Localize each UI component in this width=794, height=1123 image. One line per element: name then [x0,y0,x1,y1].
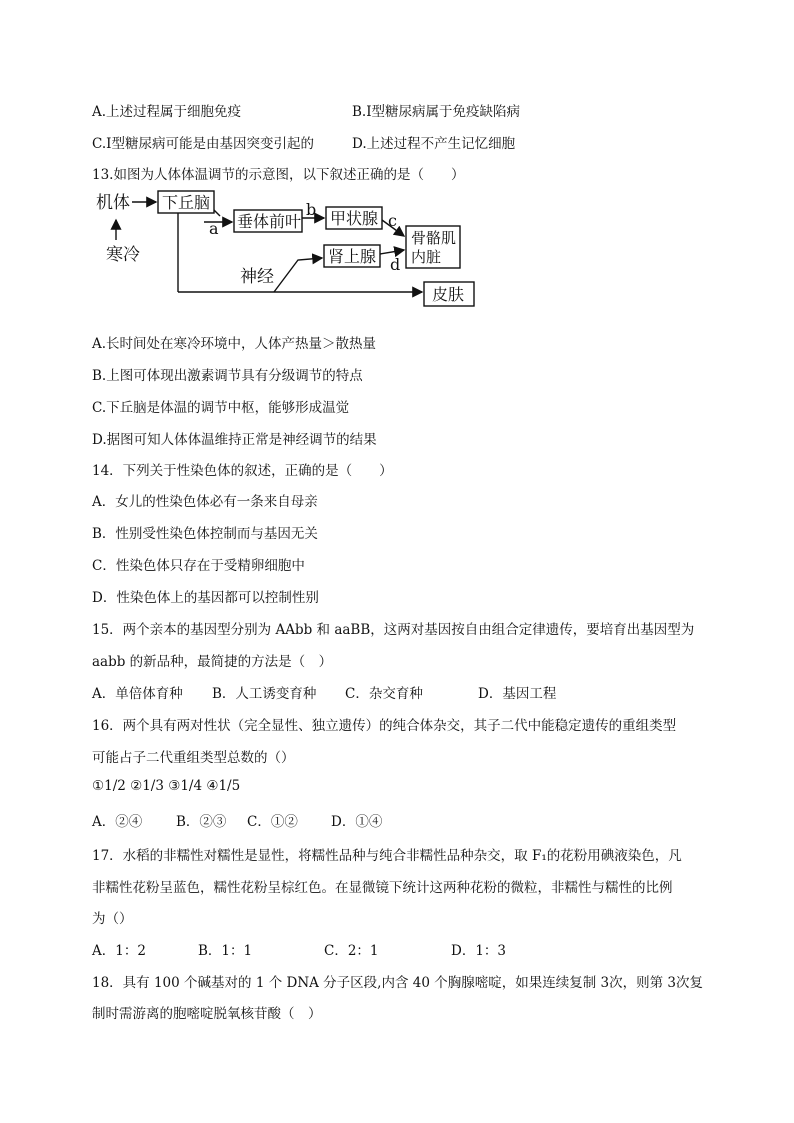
q15-option-b: B．人工诱变育种 [212,686,317,702]
q13-option-c: C.下丘脑是体温的调节中枢，能够形成温觉 [92,400,350,416]
q12-option-c: C.Ⅰ型糖尿病可能是由基因突变引起的 [92,136,314,152]
q17-stem-line2: 非糯性花粉呈蓝色，糯性花粉呈棕红色。在显微镜下统计这两种花粉的微粒，非糯性与糯性的比例 [92,880,673,896]
label-c: c [388,211,397,230]
arrow-d [380,250,404,254]
q15-option-c: C．杂交育种 [345,686,423,702]
q12-option-d: D.上述过程不产生记忆细胞 [352,136,516,152]
label-b: b [306,200,317,219]
label-d: d [390,255,401,274]
q18-stem-line2: 制时需游离的胞嘧啶脱氧核苷酸（ ） [92,1006,322,1022]
q13-option-b: B.上图可体现出激素调节具有分级调节的特点 [92,368,363,384]
q15-option-a: A．单倍体育种 [92,686,183,702]
q15-option-d: D．基因工程 [478,686,557,702]
q16-option-a: A．②④ [92,814,143,830]
q18-stem-line1: 18．具有 100 个碱基对的 1 个 DNA 分子区段,内含 40 个胸腺嘧啶，如果连续复制 3次，则第 3次复 [92,975,703,991]
arrow-nerve-to-adrenal [274,258,322,292]
thermoregulation-diagram [92,188,492,316]
q16-option-c: C．①② [247,814,298,830]
q17-option-c: C．2：1 [324,943,379,959]
q17-stem-line1: 17．水稻的非糯性对糯性是显性，将糯性品种与纯合非糯性品种杂交，取 F₁的花粉用碘液染色，凡 [92,848,682,864]
thyroid-label: 甲状腺 [330,209,379,228]
muscle-label: 骨骼肌 [411,229,457,247]
q17-stem-line3: 为（） [92,911,133,927]
q17-option-d: D．1：3 [451,943,507,959]
label-a: a [209,219,219,238]
q15-stem-line2: aabb 的新品种，最简捷的方法是（ ） [92,654,333,670]
pituitary-label: 垂体前叶 [237,212,302,231]
q13-stem: 13.如图为人体体温调节的示意图，以下叙述正确的是（ ） [92,167,465,183]
q17-option-b: B．1：1 [198,943,253,959]
q16-stem-line2: 可能占子二代重组类型总数的（） [92,750,295,766]
q14-option-d: D．性染色体上的基因都可以控制性别 [92,590,319,606]
q16-choices: ①1/2 ②1/3 ③1/4 ④1/5 [92,778,241,794]
q16-stem-line1: 16．两个具有两对性状（完全显性、独立遗传）的纯合体杂交，其子二代中能稳定遗传的重组类型 [92,718,677,734]
viscera-label: 内脏 [411,248,442,266]
q12-option-a: A.上述过程属于细胞免疫 [92,104,242,120]
diagram-cold-label: 寒冷 [106,245,140,265]
skin-label: 皮肤 [432,285,465,304]
adrenal-label: 肾上腺 [328,247,377,266]
q13-option-d: D.据图可知人体体温维持正常是神经调节的结果 [92,432,377,448]
q15-stem-line1: 15．两个亲本的基因型分别为 AAbb 和 aaBB，这两对基因按自由组合定律遗传，要培育出基因型为 [92,622,695,638]
q16-option-b: B．②③ [176,814,227,830]
q14-option-c: C．性染色体只存在于受精卵细胞中 [92,558,305,574]
q12-option-b: B.Ⅰ型糖尿病属于免疫缺陷病 [352,104,521,120]
q17-option-a: A．1：2 [92,943,146,959]
q13-option-a: A.长时间处在寒冷环境中，人体产热量＞散热量 [92,336,377,352]
q14-stem: 14．下列关于性染色体的叙述，正确的是（ ） [92,463,393,479]
q14-option-b: B．性别受性染色体控制而与基因无关 [92,526,318,542]
diagram-body-label: 机体 [96,193,130,213]
q14-option-a: A．女儿的性染色体必有一条来自母亲 [92,494,318,510]
nerve-label: 神经 [240,267,274,287]
q16-option-d: D．①④ [331,814,383,830]
hypothalamus-label: 下丘脑 [162,193,211,212]
